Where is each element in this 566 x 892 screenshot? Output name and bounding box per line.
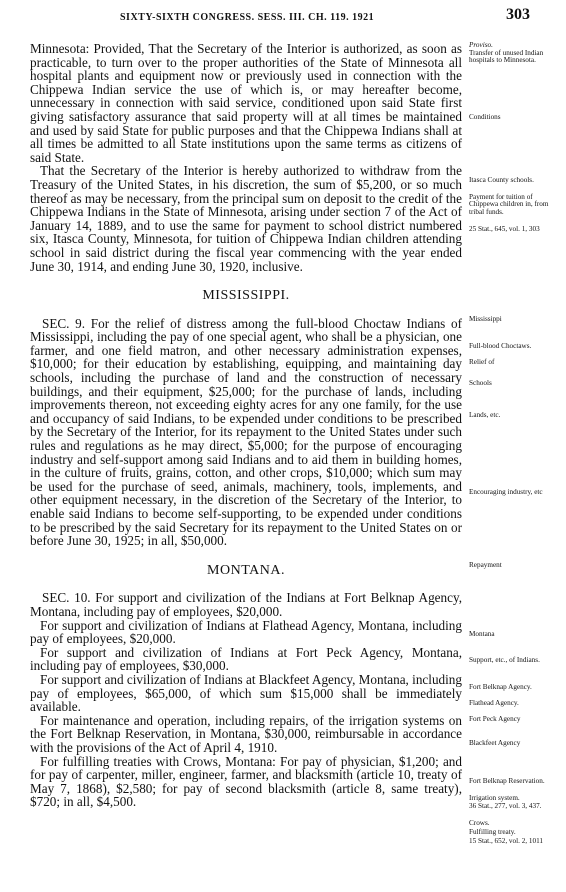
sidenote-stat-3: 15 Stat., 652, vol. 2, 1011 [469, 837, 544, 845]
montana-blackfeet-paragraph: For support and civilization of Indians at Blackfeet Agency, Montana, including pay of employees, $65,000, of which sum $15,000 shall be immediately available. [30, 671, 462, 715]
minnesota-proviso-paragraph: Minnesota: Provided, That the Secretary of the Interior is authorized, as soon as practicable, to turn over to the proper authorities of the State of Minnesota all hospital plants and equipment now or previously used in connection with the Chippewa Indian service the use of which is, or may hereafter become, unnecessary in connection with said service, conditioned upon said State first giving satisfactory assurance that said property will at all times be maintained and used by said State for public purposes and that the Chippewa Indians shall at all times be admitted to all State institutions upon the same terms as citizens of said State. [30, 41, 462, 165]
montana-fort-peck-paragraph: For support and civilization of Indians at Fort Peck Agency, Montana, including pay of employees, $30,000. [30, 644, 462, 674]
montana-crows-paragraph: For fulfilling treaties with Crows, Montana: For pay of physician, $1,200; and for pay of carpenter, miller, engineer, farmer, and blacksmith (article 10, treaty of May 7, 1868), $2,580; for pay of second blacksmith (article 8, same treaty), $720; in all, $4,500. [30, 753, 462, 810]
page-header [0, 6, 566, 28]
running-title: SIXTY-SIXTH CONGRESS. SESS. III. CH. 119. 1921 [120, 12, 375, 23]
sidenote-stat-1: 25 Stat., 645, vol. 1, 303 [469, 225, 540, 233]
sidenote-fulfilling: Fulfilling treaty. [469, 828, 516, 836]
main-text-column [30, 42, 462, 809]
section-heading-montana: MONTANA. [207, 562, 285, 578]
sidenote-proviso: Proviso. [469, 41, 493, 49]
sidenote-lands: Lands, etc. [469, 411, 501, 419]
section-heading-mississippi: MISSISSIPPI. [202, 288, 290, 304]
mississippi-section-paragraph: SEC. 9. For the relief of distress among the full-blood Choctaw Indians of Mississippi, including the pay of one special agent, who shall be a physician, one farmer, and one field matron, and other necessary administration expenses, $10,000; for their education by establishing, equipping, and maintaining day schools, including the purchase of land and the construction of necessary buildings, and their equipment, $25,000; for the purchase of lands, including improvements thereon, not exceeding eighty acres for any one family, for the use and occupancy of said Indians, to be expended under conditions to be prescribed by the Secretary of the Interior, for its repayment to the United States under such rules and regulations as he may direct, $5,000; for the purpose of encouraging industry and self-support among said Indians and to aid them in building homes, in the culture of fruits, grains, cotton, and other crops, $10,000; which sum may be used for the purchase of seed, animals, machinery, tools, implements, and other equipment necessary, in the discretion of the Secretary of the Interior, to enable said Indians to become self-supporting, to be expended under conditions to be prescribed by the said Secretary for its repayment to the United States on or before June 30, 1925; in all, $50,000. [30, 315, 462, 549]
sidenote-blackfeet: Blackfeet Agency [469, 739, 521, 747]
sidenote-support: Support, etc., of Indians. [469, 656, 540, 664]
montana-fort-belknap-paragraph: SEC. 10. For support and civilization of the Indians at Fort Belknap Agency, Montana, including pay of employees, $20,000. [30, 590, 462, 619]
sidenote-mississippi: Mississippi [469, 315, 502, 323]
sidenote-payment: Payment for tuition of Chippewa children in, from tribal funds. [469, 193, 549, 216]
sidenote-fort-belknap: Fort Belknap Agency. [469, 683, 532, 691]
sidenote-irrigation: Irrigation system. [469, 794, 520, 802]
montana-flathead-paragraph: For support and civilization of Indians at Flathead Agency, Montana, including pay of employees, $20,000. [30, 617, 462, 647]
sidenote-schools: Schools [469, 379, 492, 387]
page-number: 303 [506, 6, 530, 23]
montana-irrigation-paragraph: For maintenance and operation, including repairs, of the irrigation systems on the Fort Belknap Reservation, in Montana, $30,000, reimbursable in accordance with the provisions of the Act of April 4, 1910. [30, 712, 462, 755]
sidenote-relief: Relief of [469, 358, 495, 366]
minnesota-tuition-paragraph: That the Secretary of the Interior is hereby authorized to withdraw from the Treasury of the United States, in his discretion, the sum of $5,200, or so much thereof as may be necessary, from the principal sum on deposit to the credit of the Chippewa Indians in the State of Minnesota, arising under section 7 of the Act of January 14, 1889, and to use the same for payment to school district numbered six, Itasca County, Minnesota, for tuition of Chippewa Indian children attending school in said district during the fiscal year commencing with the year ended June 30, 1914, and ending June 30, 1920, inclusive. [30, 163, 462, 274]
sidenote-encouraging: Encouraging industry, etc [469, 488, 543, 496]
sidenote-crows: Crows. [469, 819, 490, 827]
sidenote-flathead: Flathead Agency. [469, 699, 519, 707]
sidenote-itasca: Itasca County schools. [469, 176, 534, 184]
sidenote-fort-peck: Fort Peck Agency [469, 715, 521, 723]
sidenote-conditions: Conditions [469, 113, 501, 121]
sidenote-fort-belknap-reservation: Fort Belknap Reservation. [469, 777, 545, 785]
sidenote-full-blood: Full-blood Choctaws. [469, 342, 532, 350]
sidenote-repayment: Repayment [469, 561, 502, 569]
sidenote-stat-2: 36 Stat., 277, vol. 3, 437. [469, 802, 542, 810]
sidenote-transfer: Transfer of unused Indian hospitals to Minnesota. [469, 49, 544, 65]
sidenote-montana: Montana [469, 630, 495, 638]
